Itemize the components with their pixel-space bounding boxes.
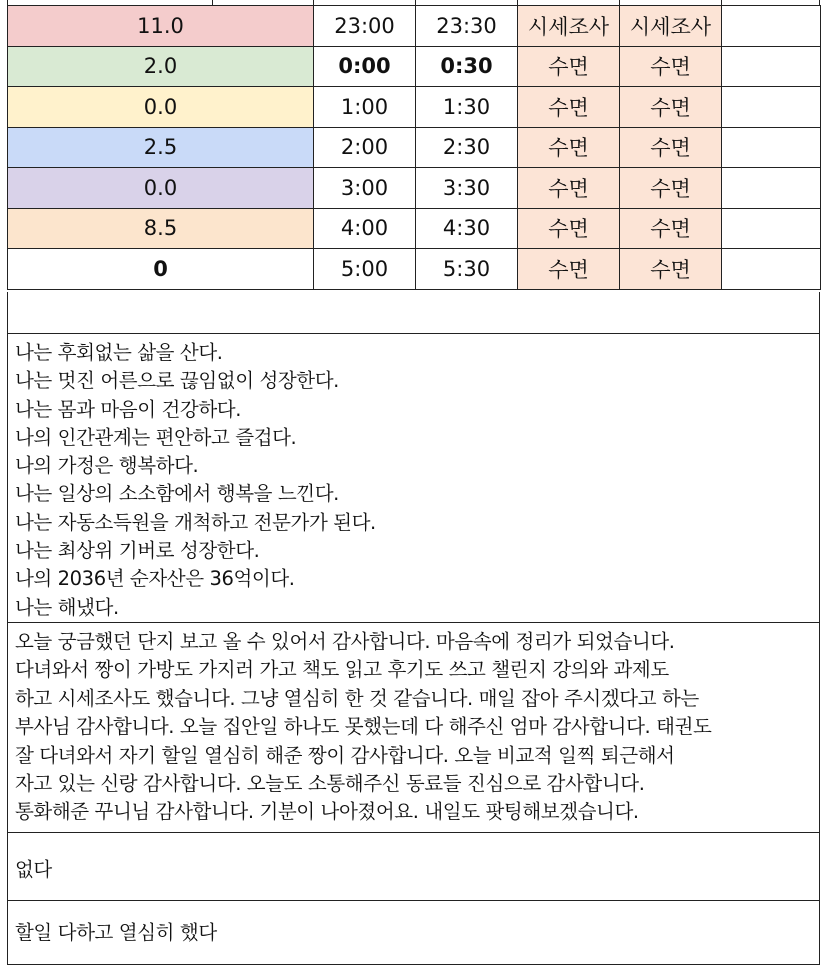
hours-value-cell[interactable]: 2.0: [8, 46, 314, 87]
hours-value-cell[interactable]: 11.0: [8, 6, 314, 47]
hours-value-cell[interactable]: 2.5: [8, 127, 314, 168]
hours-value-cell[interactable]: 8.5: [8, 208, 314, 249]
affirmation-line: 나의 가정은 행복하다.: [15, 454, 199, 478]
affirmation-line: 나는 일상의 소소함에서 행복을 느낀다.: [15, 482, 339, 506]
affirmations-cell[interactable]: [7, 334, 820, 623]
end-time-cell[interactable]: 1:30: [416, 87, 518, 128]
actual-activity-cell[interactable]: 수면: [620, 168, 722, 209]
time-schedule-table: [7, 5, 821, 290]
actual-activity-cell[interactable]: 수면: [620, 208, 722, 249]
gratitude-cell[interactable]: [7, 623, 820, 833]
affirmation-line: 나는 몸과 마음이 건강하다.: [15, 397, 242, 421]
affirmation-line: 나의 2036년 순자산은 36억이다.: [15, 567, 295, 591]
start-time-cell[interactable]: 1:00: [314, 87, 416, 128]
end-time-cell[interactable]: 4:30: [416, 208, 518, 249]
regret-text: 없다: [15, 858, 52, 881]
gratitude-line: 부사님 감사합니다. 오늘 집안일 하나도 못했는데 다 해주신 엄마 감사합니다. 태권도: [15, 715, 712, 739]
actual-activity-cell[interactable]: 수면: [620, 127, 722, 168]
schedule-row: [8, 127, 821, 168]
plan-activity-cell[interactable]: 수면: [518, 208, 620, 249]
hours-value-cell[interactable]: 0.0: [8, 168, 314, 209]
affirmation-line: 나는 멋진 어른으로 끊임없이 성장한다.: [15, 369, 339, 393]
actual-activity-cell[interactable]: 수면: [620, 87, 722, 128]
gratitude-line: 하고 시세조사도 했습니다. 그냥 열심히 한 것 같습니다. 매일 잡아 주시겠다고 하는: [15, 686, 699, 710]
praise-text: 할일 다하고 열심히 했다: [15, 921, 217, 944]
regret-cell[interactable]: [7, 833, 820, 901]
actual-activity-cell[interactable]: 수면: [620, 46, 722, 87]
schedule-row: [8, 6, 821, 47]
start-time-cell[interactable]: 3:00: [314, 168, 416, 209]
start-time-cell[interactable]: 23:00: [314, 6, 416, 47]
schedule-row: [8, 87, 821, 128]
start-time-cell[interactable]: 5:00: [314, 249, 416, 290]
end-time-cell[interactable]: 2:30: [416, 127, 518, 168]
start-time-cell[interactable]: 2:00: [314, 127, 416, 168]
empty-cell[interactable]: [722, 168, 821, 209]
gratitude-line: 오늘 궁금했던 단지 보고 올 수 있어서 감사합니다. 마음속에 정리가 되었습니다.: [15, 630, 675, 653]
schedule-row: [8, 208, 821, 249]
empty-cell[interactable]: [722, 208, 821, 249]
praise-cell[interactable]: [7, 901, 820, 965]
affirmation-line: 나는 자동소득원을 개척하고 전문가가 된다.: [15, 510, 376, 534]
plan-activity-cell[interactable]: 수면: [518, 87, 620, 128]
start-time-cell[interactable]: 0:00: [314, 46, 416, 87]
actual-activity-cell[interactable]: 수면: [620, 249, 722, 290]
empty-cell[interactable]: [722, 46, 821, 87]
gratitude-line: 자고 있는 신랑 감사합니다. 오늘도 소통해주신 동료들 진심으로 감사합니다.: [15, 772, 645, 796]
schedule-row: [8, 168, 821, 209]
gratitude-line: 통화해준 꾸니님 감사합니다. 기분이 나아졌어요. 내일도 팟팅해보겠습니다.: [15, 800, 639, 824]
end-time-cell[interactable]: 23:30: [416, 6, 518, 47]
end-time-cell[interactable]: 5:30: [416, 249, 518, 290]
empty-cell[interactable]: [722, 6, 821, 47]
empty-cell[interactable]: [722, 127, 821, 168]
actual-activity-cell[interactable]: 시세조사: [620, 6, 722, 47]
plan-activity-cell[interactable]: 수면: [518, 127, 620, 168]
start-time-cell[interactable]: 4:00: [314, 208, 416, 249]
gratitude-line: 다녀와서 짱이 가방도 가지러 가고 책도 읽고 후기도 쓰고 챌린지 강의와 과제도: [15, 658, 669, 682]
empty-cell[interactable]: [722, 87, 821, 128]
end-time-cell[interactable]: 0:30: [416, 46, 518, 87]
hours-value-cell[interactable]: 0: [8, 249, 314, 290]
schedule-row: [8, 249, 821, 290]
affirmation-line: 나는 해냈다.: [15, 595, 119, 619]
plan-activity-cell[interactable]: 수면: [518, 249, 620, 290]
plan-activity-cell[interactable]: 수면: [518, 168, 620, 209]
plan-activity-cell[interactable]: 수면: [518, 46, 620, 87]
empty-row[interactable]: [7, 292, 820, 334]
affirmation-line: 나는 최상위 기버로 성장한다.: [15, 539, 260, 563]
gratitude-line: 잘 다녀와서 자기 할일 열심히 해준 짱이 감사합니다. 오늘 비교적 일찍 퇴근해서: [15, 743, 675, 767]
empty-cell[interactable]: [722, 249, 821, 290]
affirmation-line: 나의 인간관계는 편안하고 즐겁다.: [15, 425, 297, 449]
end-time-cell[interactable]: 3:30: [416, 168, 518, 209]
affirmation-line: 나는 후회없는 삶을 산다.: [15, 341, 223, 364]
plan-activity-cell[interactable]: 시세조사: [518, 6, 620, 47]
hours-value-cell[interactable]: 0.0: [8, 87, 314, 128]
schedule-row: [8, 46, 821, 87]
